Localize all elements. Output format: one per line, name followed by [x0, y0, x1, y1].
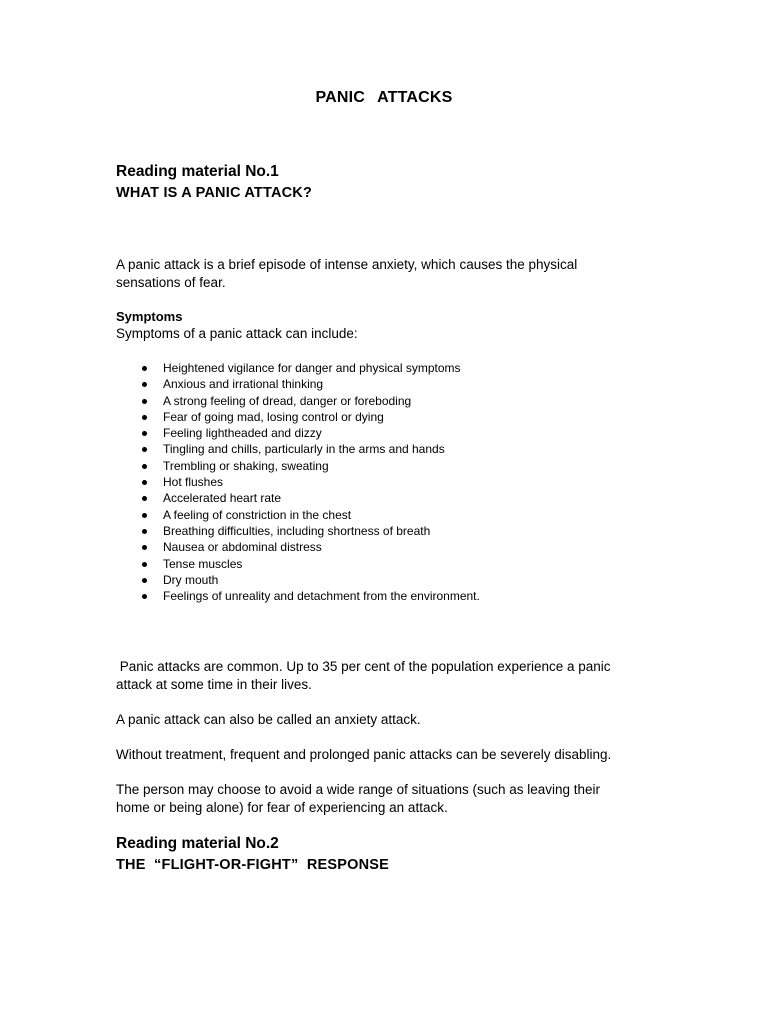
paragraph-1-line-1: Panic attacks are common. Up to 35 per cent of the population experience a panic — [116, 659, 611, 674]
bullet-icon — [142, 399, 147, 404]
list-item — [139, 376, 480, 392]
list-item — [139, 523, 480, 539]
symptom-text: Hot flushes — [163, 475, 224, 490]
bullet-icon — [142, 578, 147, 583]
bullet-icon — [142, 562, 147, 567]
symptom-text: Trembling or shaking, sweating — [163, 458, 329, 473]
paragraph-4-line-1: The person may choose to avoid a wide range of situations (such as leaving their — [116, 782, 601, 797]
symptom-text: Feelings of unreality and detachment from the environment. — [163, 589, 480, 604]
paragraph-3: Without treatment, frequent and prolonged panic attacks can be severely disabling. — [116, 747, 612, 762]
list-item — [139, 490, 480, 506]
list-item — [139, 588, 480, 604]
bullet-icon — [142, 464, 147, 469]
symptom-text: Tingling and chills, particularly in the arms and hands — [163, 442, 445, 457]
bullet-icon — [142, 382, 147, 387]
symptom-text: Dry mouth — [163, 572, 219, 587]
paragraph-4-line-2: home or being alone) for fear of experiencing an attack. — [116, 800, 448, 815]
symptom-text: Accelerated heart rate — [163, 491, 282, 506]
intro-line-2: sensations of fear. — [116, 275, 226, 290]
symptoms-lead: Symptoms of a panic attack can include: — [116, 326, 358, 341]
list-item — [139, 556, 480, 572]
symptom-text: A feeling of constriction in the chest — [163, 507, 352, 522]
paragraph-2: A panic attack can also be called an anxiety attack. — [116, 712, 421, 727]
bullet-icon — [142, 415, 147, 420]
bullet-icon — [142, 496, 147, 501]
bullet-icon — [142, 431, 147, 436]
list-item — [139, 393, 480, 409]
symptoms-list — [139, 360, 480, 604]
section1-heading: Reading material No.1 — [116, 163, 279, 180]
symptom-text: Fear of going mad, losing control or dying — [163, 409, 384, 424]
symptom-text: Feeling lightheaded and dizzy — [163, 426, 322, 441]
symptom-text: Anxious and irrational thinking — [163, 377, 324, 392]
list-item — [139, 409, 480, 425]
section2-subheading: THE “FLIGHT-OR-FIGHT” RESPONSE — [116, 857, 390, 873]
bullet-icon — [142, 513, 147, 518]
symptom-text: A strong feeling of dread, danger or foreboding — [163, 393, 412, 408]
symptom-text: Nausea or abdominal distress — [163, 540, 322, 555]
list-item — [139, 441, 480, 457]
bullet-icon — [142, 529, 147, 534]
bullet-icon — [142, 594, 147, 599]
list-item — [139, 539, 480, 555]
list-item — [139, 572, 480, 588]
intro-line-1: A panic attack is a brief episode of intense anxiety, which causes the physical — [116, 257, 578, 272]
document-title: PANIC ATTACKS — [315, 89, 453, 106]
list-item — [139, 474, 480, 490]
bullet-icon — [142, 366, 147, 371]
list-item — [139, 507, 480, 523]
symptom-text: Heightened vigilance for danger and physical symptoms — [163, 361, 461, 375]
symptoms-heading: Symptoms — [116, 309, 183, 324]
paragraph-1-line-2: attack at some time in their lives. — [116, 677, 312, 692]
bullet-icon — [142, 545, 147, 550]
section1-subheading: WHAT IS A PANIC ATTACK? — [116, 185, 313, 201]
bullet-icon — [142, 447, 147, 452]
list-item — [139, 458, 480, 474]
list-item — [139, 425, 480, 441]
section2-heading: Reading material No.2 — [116, 835, 279, 852]
symptom-text: Tense muscles — [163, 556, 243, 571]
list-item — [139, 360, 480, 376]
bullet-icon — [142, 480, 147, 485]
symptom-text: Breathing difficulties, including shortness of breath — [163, 523, 431, 538]
